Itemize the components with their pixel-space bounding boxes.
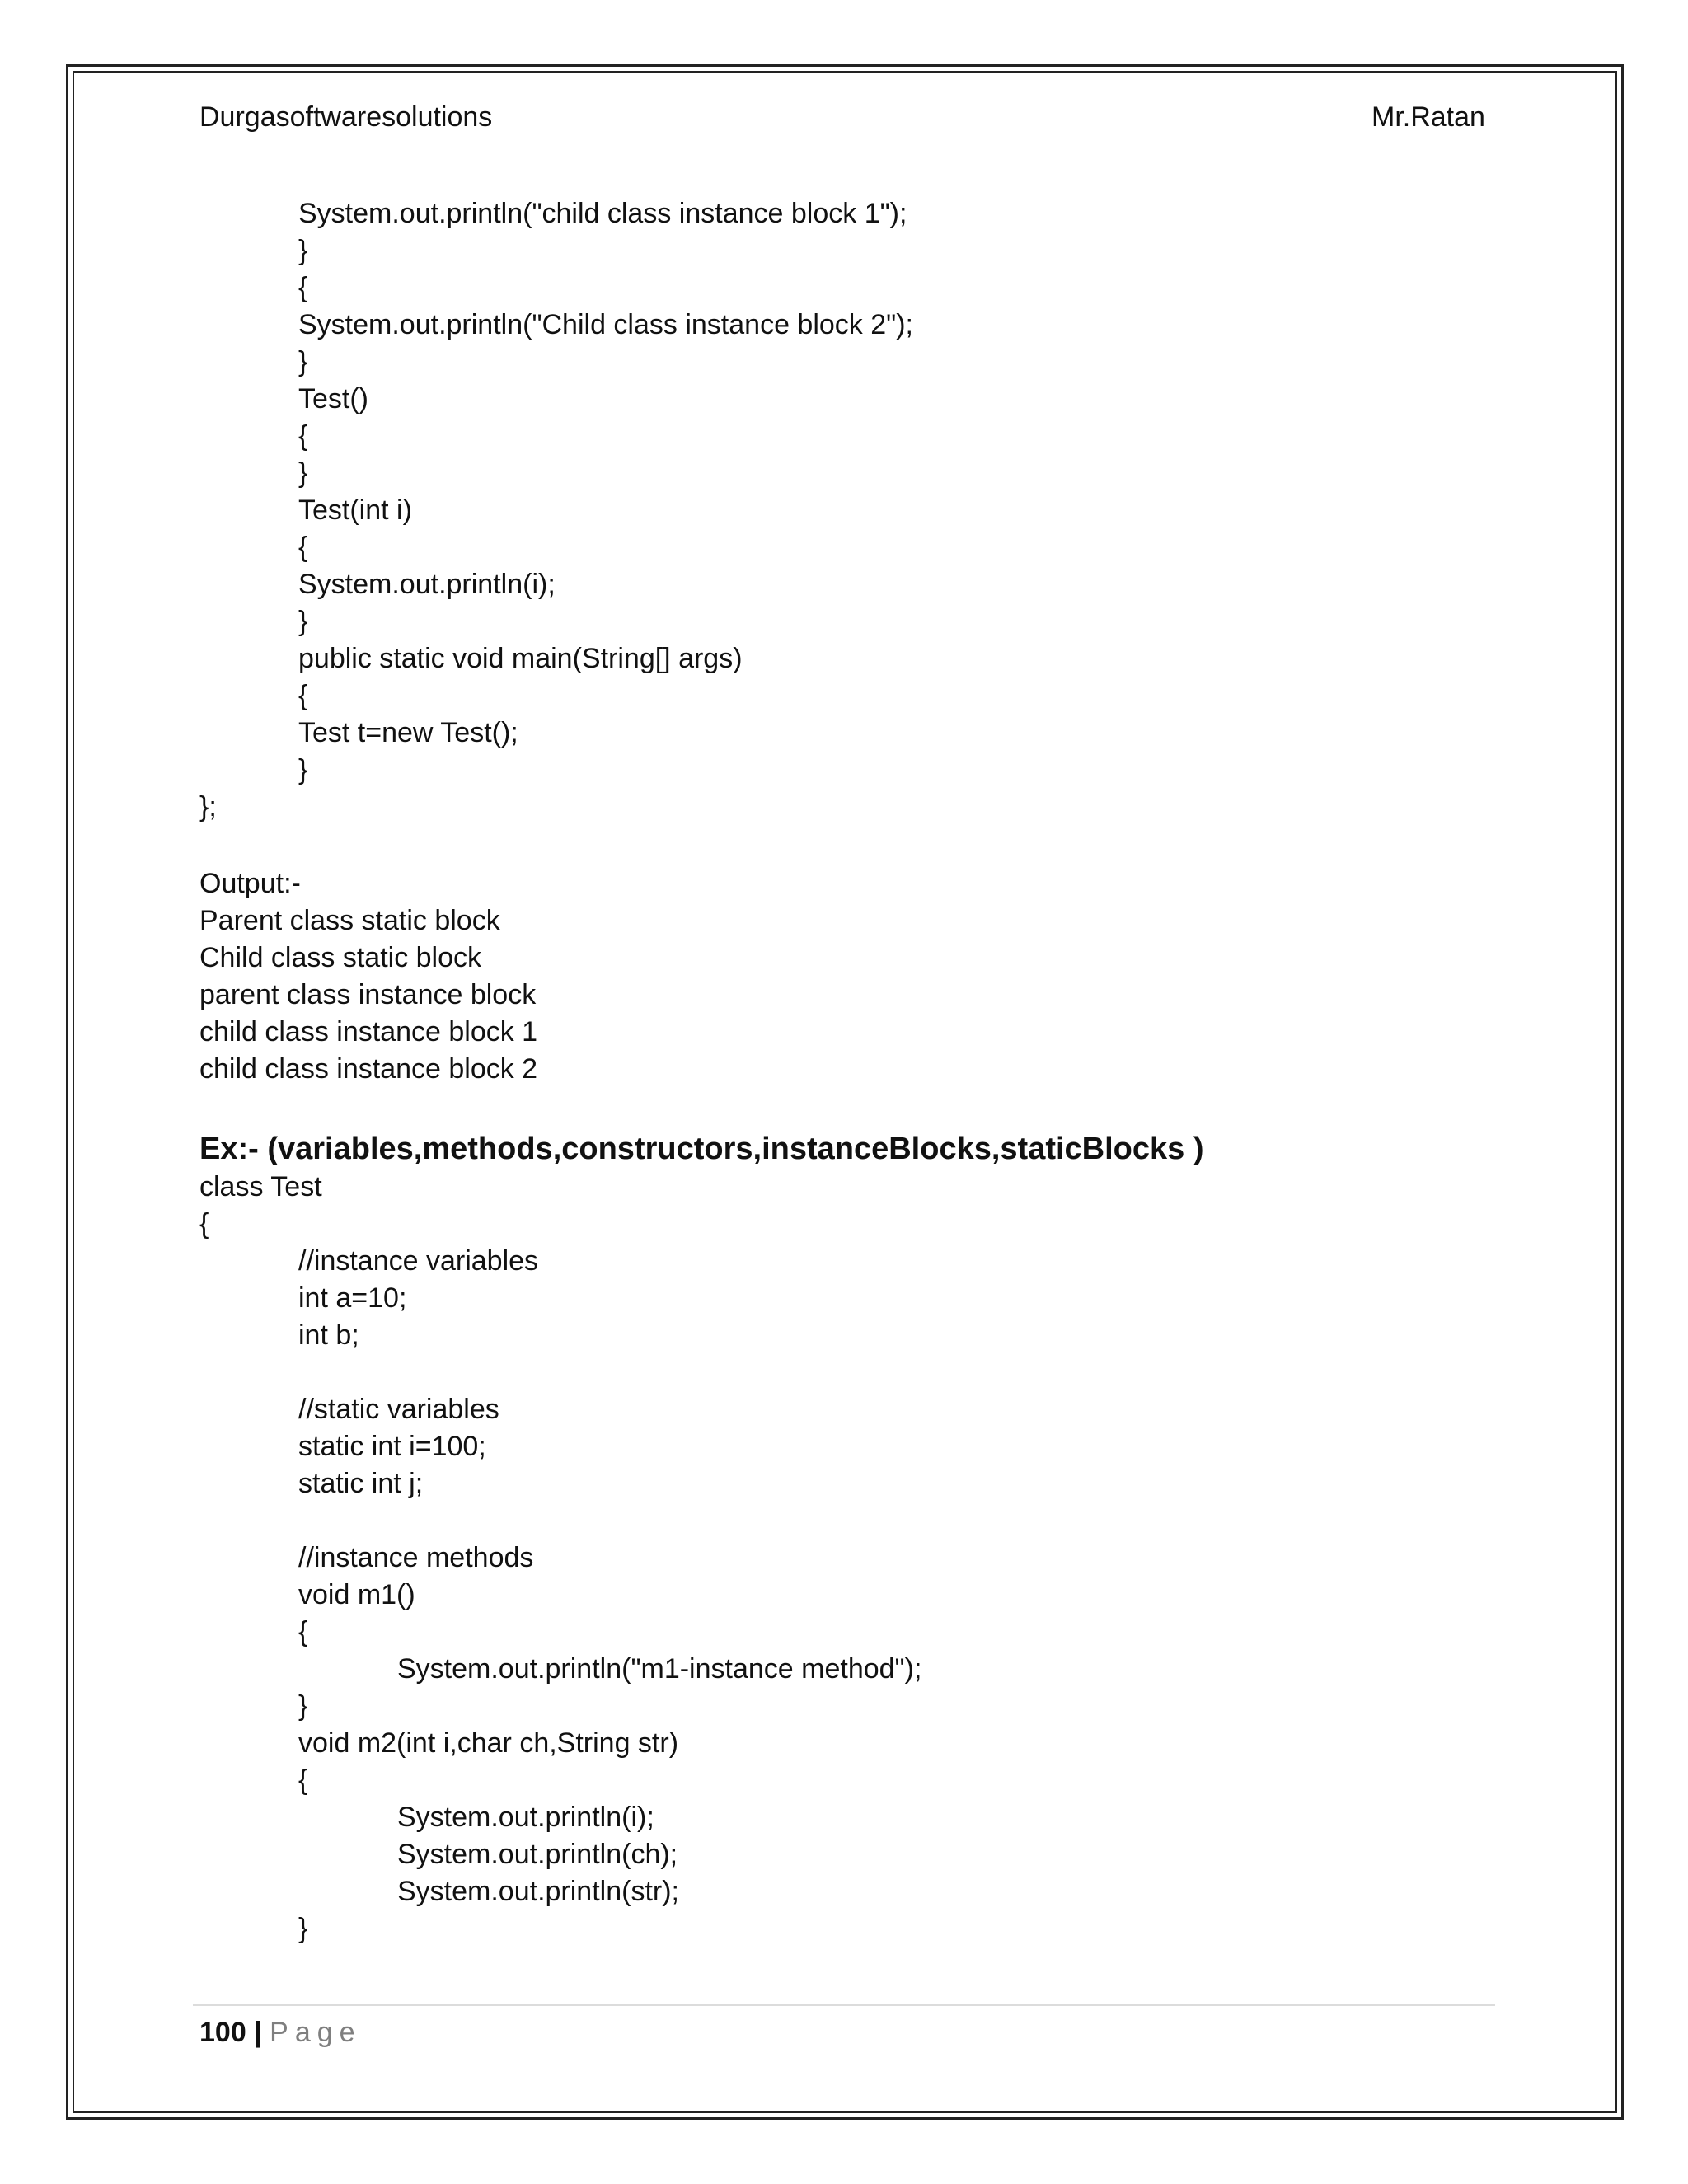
code-line: { xyxy=(298,680,308,711)
code-line: Test t=new Test(); xyxy=(298,717,518,748)
code-line: System.out.println(i); xyxy=(298,569,556,600)
code-line: } xyxy=(298,1690,308,1722)
code-line: Test() xyxy=(298,383,368,415)
code-comment: //static variables xyxy=(298,1394,499,1425)
blank-line xyxy=(199,1502,1204,1540)
code-line: int a=10; xyxy=(298,1282,407,1314)
code-line: System.out.println("m1-instance method"); xyxy=(397,1653,922,1685)
code-line: System.out.println(ch); xyxy=(397,1839,678,1870)
code-line: Test(int i) xyxy=(298,494,412,526)
code-line: System.out.println(i); xyxy=(397,1802,654,1833)
page-footer xyxy=(199,2013,362,2052)
code-line: System.out.println("Child class instance block 2"); xyxy=(298,309,913,340)
page-number: 100 xyxy=(199,2017,246,2048)
code-line: { xyxy=(298,532,308,563)
code-line: } xyxy=(298,754,308,785)
code-line: { xyxy=(298,420,308,452)
code-line: } xyxy=(298,457,308,489)
code-line: } xyxy=(298,606,308,637)
output-line: child class instance block 1 xyxy=(199,1016,538,1047)
code-line: public static void main(String[] args) xyxy=(298,643,743,674)
code-line: { xyxy=(298,272,308,303)
code-line: }; xyxy=(199,791,217,823)
code-continuation xyxy=(199,195,913,826)
code-line: void m2(int i,char ch,String str) xyxy=(298,1727,679,1759)
output-section xyxy=(199,865,537,1088)
code-line: { xyxy=(199,1208,209,1240)
footer-divider xyxy=(193,2004,1495,2006)
output-line: Child class static block xyxy=(199,942,482,973)
header-company: Durgasoftwaresolutions xyxy=(199,101,493,133)
header-author: Mr.Ratan xyxy=(1372,101,1485,133)
code-line: System.out.println(str); xyxy=(397,1876,679,1907)
code-line: class Test xyxy=(199,1171,322,1202)
code-line: int b; xyxy=(298,1319,359,1351)
code-line: } xyxy=(298,235,308,266)
footer-separator: | xyxy=(254,2017,262,2048)
code-line: } xyxy=(298,346,308,377)
code-line: { xyxy=(298,1765,308,1796)
code-line: static int i=100; xyxy=(298,1431,486,1462)
code-line: } xyxy=(298,1913,308,1944)
page-label: Page xyxy=(270,2017,362,2048)
code-line: { xyxy=(298,1616,308,1647)
code-comment: //instance methods xyxy=(298,1542,534,1573)
output-line: child class instance block 2 xyxy=(199,1053,538,1085)
code-line: System.out.println("child class instance block 1"); xyxy=(298,198,907,229)
output-line: Parent class static block xyxy=(199,905,500,936)
example-section xyxy=(199,1129,1204,1947)
output-line: parent class instance block xyxy=(199,979,537,1010)
code-line: static int j; xyxy=(298,1468,424,1499)
example-heading: Ex:- (variables,methods,constructors,instanceBlocks,staticBlocks ) xyxy=(199,1132,1204,1166)
output-label: Output:- xyxy=(199,868,301,899)
code-line: void m1() xyxy=(298,1579,415,1610)
blank-line xyxy=(199,1354,1204,1391)
code-comment: //instance variables xyxy=(298,1245,539,1277)
